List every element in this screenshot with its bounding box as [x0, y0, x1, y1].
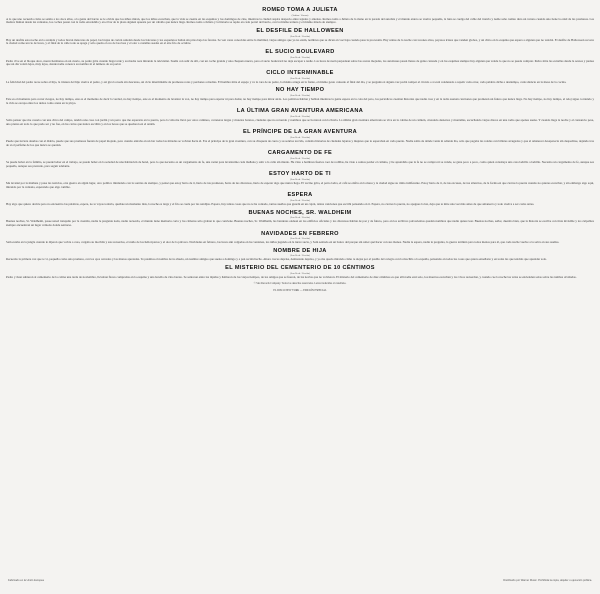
song-credit: (Lou Reed / Versión) [289, 156, 311, 160]
song-credit: (Lou Reed / Versión) [289, 34, 311, 38]
song-title: EL PRÍNCIPE DE LA GRAN AVENTURA [242, 129, 358, 136]
song-lyrics: La felicidad del padre recae sobre el hijo, la tristeza del hijo vuelve al padre, y así gira la rueda sin descanso, un ciclo interminable de promesas rotas y perdones a medias. El hombre mira el espejo y ve la cara de su padre, la misma arruga en la frente, el mismo gesto cansado al final del día, y se pregunta si alguna vez podrá romper el círculo o si está condenado a repetir cada error, cada palabra dicha a destiempo, cada silencio en la mesa de la cocina. [6, 79, 567, 84]
song-lyrics: Solía pensar que me casaría con una chica del campo, tendría una casa con jardín y un perro que me esperaría en la puerta, pero la vida me llevó por otros caminos, carreteras largas y moteles baratos, ciudades que no recuerdo y nombres que se borraron con la lluvia. La última gran aventura americana se vive en la cabina de un camión, cruzando desiertos y montañas, escuchando viejos discos en una radio que apenas suena. Y cuando llega la noche y el cansancio pesa, uno piensa en todo lo que pudo ser y no fue, en las cartas que nunca escribió y en los besos que se quedaron en el andén. [6, 117, 594, 126]
song-credit: (Lou Reed / Versión) [289, 254, 311, 258]
song-credit: (Lou Reed / Versión) [289, 76, 311, 80]
song-title: NAVIDADES EN FEBRERO [261, 230, 339, 237]
song-title: ROMEO TOMA A JULIETA [262, 7, 338, 13]
song-credit: (Lou Reed / Versión) [289, 177, 311, 181]
song-lyrics: Hay algo que quiero decirte pero no encuentro las palabras, espera, no te vayas todavía, quédate un momento más, la noche es larga y el frío se cuela por las rendijas. Espera, hay tantas cosas que no te he contado, tantos sueños que guardé en un cajón, tantas canciones que escribí pensando en ti. Espera, no cierres la puerta, no apagues la luz, deja que te mire una vez más antes de que amanezca y todo vuelva a ser como antes. [6, 201, 535, 206]
rights-notice: © Sire Records Company. Todos los derechos reservados. Letras traducidas al castellano. [253, 282, 347, 286]
song-credit: (Lou Reed / Versión) [289, 114, 311, 118]
song-title: CICLO INTERMINABLE [266, 70, 334, 76]
song-credit: (Sabina / Varona) [291, 13, 309, 17]
song-title: EL DESFILE DE HALLOWEEN [256, 28, 344, 34]
song-lyrics: Puede que tuviera deudas con el diablo, puede que sus promesas fueran de papel mojado, pero cuando entraba en un bar todas las miradas se volvían hacia él. Era el príncipe de la gran aventura, con su chaqueta de cuero y su sonrisa torcida, contaba historias de ciudades lejanas y mujeres que lo esperaban en cada puerto. Nadie sabía de dónde venía ni adónde iba, sólo que pagaba las rondas con billetes arrugados y que al amanecer desaparecía sin despedirse, dejando tras de sí el perfume de los que nunca se quedan. [6, 138, 594, 147]
song-title: BUENAS NOCHES, SR. WALDHEIM [248, 209, 352, 216]
song-credit: (Lou Reed / Versión) [289, 93, 311, 97]
song-credit: (Lou Reed / Versión) [289, 271, 311, 275]
song-lyrics: Pedro y Juan subieron al cementerio de la colina una tarde de noviembre, llevaban flores compradas en la esquina y una botella de vino barato. Se sentaron entre las lápidas y hablaron de los viejos tiempos, de los amigos que se fueron, de las novias que no volvieron. El misterio del cementerio de diez céntimos es que allí nadie está solo, los muertos escuchan y los vivos recuerdan, y cuando cae la noche las velas se encienden solas sobre las tumbas olvidadas. [6, 274, 577, 279]
song-lyrics: Este es el momento para correr riesgos, no hay tiempo, este es el momento de decir la verdad, no hay tiempo, este es el momento de levantar la voz, no hay tiempo para esperar ni para dudar, no hay tiempo para mirar atrás. Los políticos hablan y hablan mientras la gente espera en la cola del paro, los periódicos cuentan historias que nadie cree y en la radio suenan canciones que prometen un futuro que nunca llega. No hay tiempo, no hay tiempo, el reloj sigue corriendo y la vida se escapa entre los dedos como arena en la playa. [6, 96, 594, 105]
song-lyrics: Hay un desfile esta noche en la avenida y todos llevan máscaras de papel, las brujas de cartón saludan desde los balcones y los esqueletos bailan sin prisa bajo las farolas. Se ven caras conocidas entre la multitud, viejos amigos que ya no están, nombres que se dicen en voz baja cuando pasa la procesión. Hay reinas de la noche con tacones altos, payasos tristes que venden globos, y un chico en la esquina que espera a alguien que no vendrá. El desfile de Halloween recorre la ciudad como un río de luces, y al final de la calle todo se apaga y sólo queda el eco de las risas y el olor a castañas asadas en el aire frío de octubre. [6, 37, 594, 46]
songs-column [6, 4, 594, 292]
song-lyrics: Sam estaba en la jungla cuando le dijeron que volvía a casa, cargaba su mochila y sus recuerdos, el ruido de los helicópteros y el olor de la pólvora. Navidades en febrero, las luces aún colgadas en las ventanas, los niños jugando en la nieve sucia, y Sam sentado en un banco del parque sin saber qué hacer con sus manos. Nadie le espera, nadie le pregunta, la guerra terminó para todos menos para él, que cada noche vuelve a la selva en sus sueños. [6, 240, 560, 244]
song-title: NO HAY TIEMPO [275, 87, 325, 94]
song-credit: (Lou Reed / Versión) [289, 198, 311, 202]
song-credit: (Lou Reed / Versión) [289, 135, 311, 139]
song-title: CARGAMENTO DE FE [267, 150, 333, 157]
song-lyrics: Me levanté por la mañana y puse las noticias, otra guerra en algún lugar, otro político mintiendo con la sonrisa de siempre, y pensé que estoy harto de ti, harto de tus promesas, harto de tus discursos, harto de esperar algo que nunca llega. El vecino grita, el perro ladra, el café se enfría en la mesa y la ciudad sigue su ritmo indiferente. Estoy harto de ti, de tus excusas, de tus silencios, de la forma en que cierras la puerta cuando no quieres escuchar, y sin embargo sigo aquí, mirando por la ventana, esperando que algo cambie. [6, 180, 594, 189]
song-lyrics: Pedro vive en el bloque doce, nueve hermanos en un cuarto, su padre grita cuando llega tarde y su madre reza mirando la televisión. Sueña con salir de allí, con un coche grande y una chaqueta nueva, pero el sucio boulevard no deja escapar a nadie. Las luces de neón parpadean sobre las aceras mojadas, los autobuses pasan llenos de gente cansada y en las esquinas siempre hay alguien que vende lo que no se puede comprar. Pedro mira las estrellas desde la azotea y piensa que un día volará lejos, muy lejos, donde nadie conozca su nombre ni el número de su portal. [6, 58, 594, 67]
song-title: ESPERA [287, 192, 313, 199]
song-credit: (Lou Reed / Versión) [289, 55, 311, 59]
song-lyrics: Recuerdo la primera vez que te vi, pequeña como una promesa, con los ojos cerrados y las manos apretadas. Te pusimos el nombre de tu abuela, un nombre antiguo que suena a domingo y a pan recién hecho. Ahora creces deprisa, demasiado deprisa, y yo me quedo mirando cómo te alejas por el pasillo del colegio con la mochila a la espalda, pensando en todas las cosas que quiero enseñarte y en todas las que tendrás que aprender sola. [6, 257, 547, 262]
song-lyrics: A lo que uno recuerda cómo se sentía a los doce años, a la gente del barrio se le olvida que los niños miran, que los niños escuchan, que la vida se cuenta en las esquinas y los domingos de cine, mientras la ciudad respira despacio entre tejados y antenas. Romeo toma a Julieta de la mano en la parada del autobús y el mundo entero se vuelve pequeño, la luna se cuelga del cable del tranvía y nadie sabe cuánto dura un verano cuando uno tiene la edad de las promesas. Las madres llaman desde las ventanas, los coches pasan con la radio encendida y en el bar de la plaza alguien apuesta por un caballo que nunca llega. Romeo toma a Julieta y la historia se repite en cada portal del barrio, con la misma ternura y el mismo miedo de siempre. [6, 16, 594, 25]
song-title: EL MISTERIO DEL CEMENTERIO DE 10 CÉNTIMOS [225, 265, 375, 271]
song-lyrics: Buenas noches, Sr. Waldheim, pasee usted tranquilo por la avenida, nadie le pregunta nada, nadie recuerda, el mundo tiene memoria corta y las cámaras sólo graban lo que conviene. Buenas noches, Sr. Waldheim, las banderas ondean en los edificios oficiales y los discursos hablan de paz y de futuro, pero en los archivos polvorientos quedan nombres que nadie quiere leer. Buenas noches, señor, duerma bien, que la historia se escribe con tinta invisible y los culpables siempre encuentran un lugar cómodo donde sentarse. [6, 219, 594, 227]
song-title: NOMBRE DE HIJA [273, 247, 327, 254]
song-credit: (Lou Reed / Versión) [289, 216, 311, 219]
edition-note: EL DISCO NEW YORK — EDICIÓN ESPECIAL [273, 288, 327, 292]
song-credit: (Lou Reed / Versión) [289, 237, 311, 240]
song-title: ESTOY HARTO DE TI [269, 171, 331, 178]
legal-right: Distribuido por Warner Music. Prohibida la copia, alquiler o ejecución pública. [503, 579, 592, 582]
legal-left: Fabricado en la Unión Europea [8, 579, 44, 582]
song-lyrics: Se puede beber en la familia, se puede beber en el trabajo, se puede beber en la soledad de una habitación de hotel, pero lo que necesito es un cargamento de fe, una razón para levantarme cada mañana y salir a la calle sin miedo. He visto a hombres fuertes caer de rodillas, he visto a santos perder el camino, y he aprendido que la fe no se compra ni se vende, se gana poco a poco, como quien construye una casa ladrillo a ladrillo. Necesito un cargamento de fe, aunque sea pequeño, aunque sea prestado, para seguir adelante. [6, 159, 594, 168]
song-title: LA ÚLTIMA GRAN AVENTURA AMERICANA [236, 108, 364, 115]
song-title: EL SUCIO BOULEVARD [265, 49, 335, 55]
